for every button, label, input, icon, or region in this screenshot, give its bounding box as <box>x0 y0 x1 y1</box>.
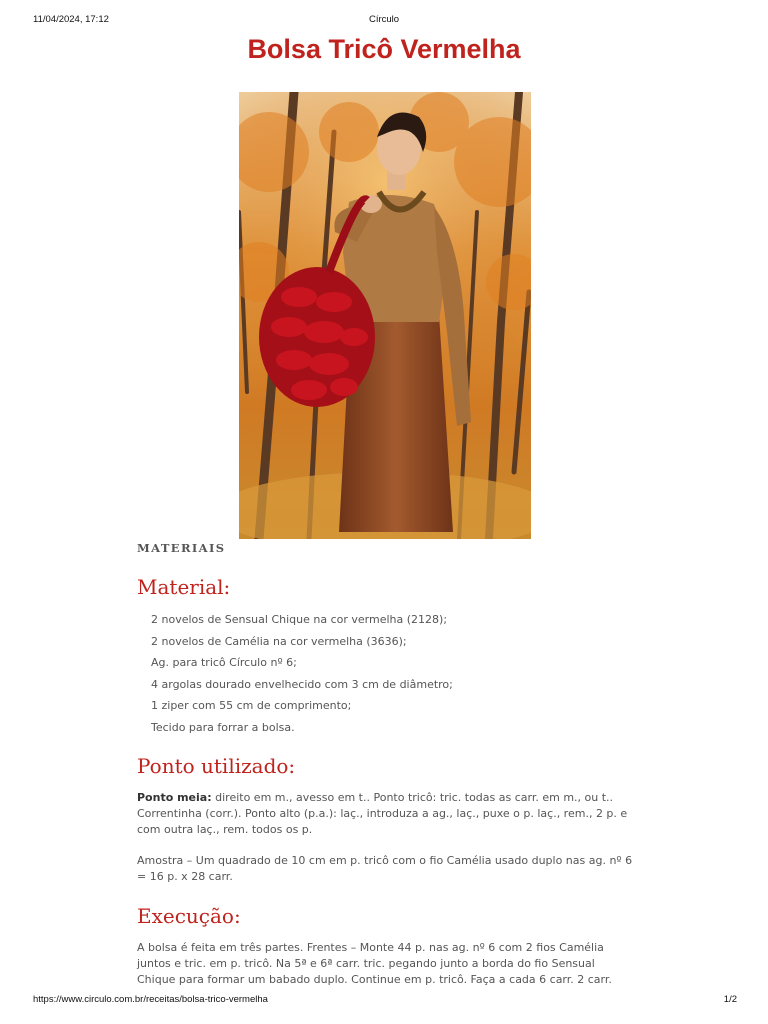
print-site-name: Círculo <box>368 14 400 25</box>
amostra-paragraph: Amostra – Um quadrado de 10 cm em p. tricô com o fio Camélia usado duplo nas ag. nº 6 = 16 p. x 28 carr. <box>137 854 633 884</box>
list-item: Tecido para forrar a bolsa. <box>151 720 295 734</box>
ponto-heading: Ponto utilizado: <box>137 754 296 778</box>
list-item: 2 novelos de Sensual Chique na cor vermelha (2128); <box>151 613 448 626</box>
print-page-number: 1/2 <box>723 994 737 1005</box>
list-item: Ag. para tricô Círculo nº 6; <box>151 656 297 669</box>
print-datetime: 11/04/2024, 17:12 <box>33 14 109 25</box>
materials-list <box>151 612 453 741</box>
model-with-red-knitted-bag-photo-icon <box>239 92 531 539</box>
materials-overline: MATERIAIS <box>137 541 226 555</box>
page-title: Bolsa Tricô Vermelha <box>247 34 521 64</box>
hero-image <box>239 92 531 539</box>
execucao-heading: Execução: <box>137 904 241 928</box>
ponto-meia-label: Ponto meia: <box>137 791 212 804</box>
ponto-meia-text: direito em m., avesso em t.. Ponto tricô: tric. todas as carr. em m., ou t.. Correntinha (corr.). Ponto alto (p.a.): laç., introduza a ag., laç., puxe o p. laç., rem., 2 p. e com outra laç., rem. todos os p. <box>137 791 628 837</box>
list-item: 1 ziper com 55 cm de comprimento; <box>151 699 352 712</box>
list-item: 4 argolas dourado envelhecido com 3 cm de diâmetro; <box>151 677 453 691</box>
print-url: https://www.circulo.com.br/receitas/bolsa-trico-vermelha <box>33 994 268 1005</box>
ponto-meia-paragraph <box>137 790 635 839</box>
list-item: 2 novelos de Camélia na cor vermelha (3636); <box>151 634 407 648</box>
material-heading: Material: <box>137 575 231 599</box>
execucao-paragraph: A bolsa é feita em três partes. Frentes – Monte 44 p. nas ag. nº 6 com 2 fios Camélia juntos e tric. em p. tricô. Na 5ª e 6ª carr. tric. pegando junto a borda do fio Sensual Chique para formar um babado duplo. Continue em p. tricô. Faça a cada 6 carr. 2 carr. <box>137 941 612 987</box>
